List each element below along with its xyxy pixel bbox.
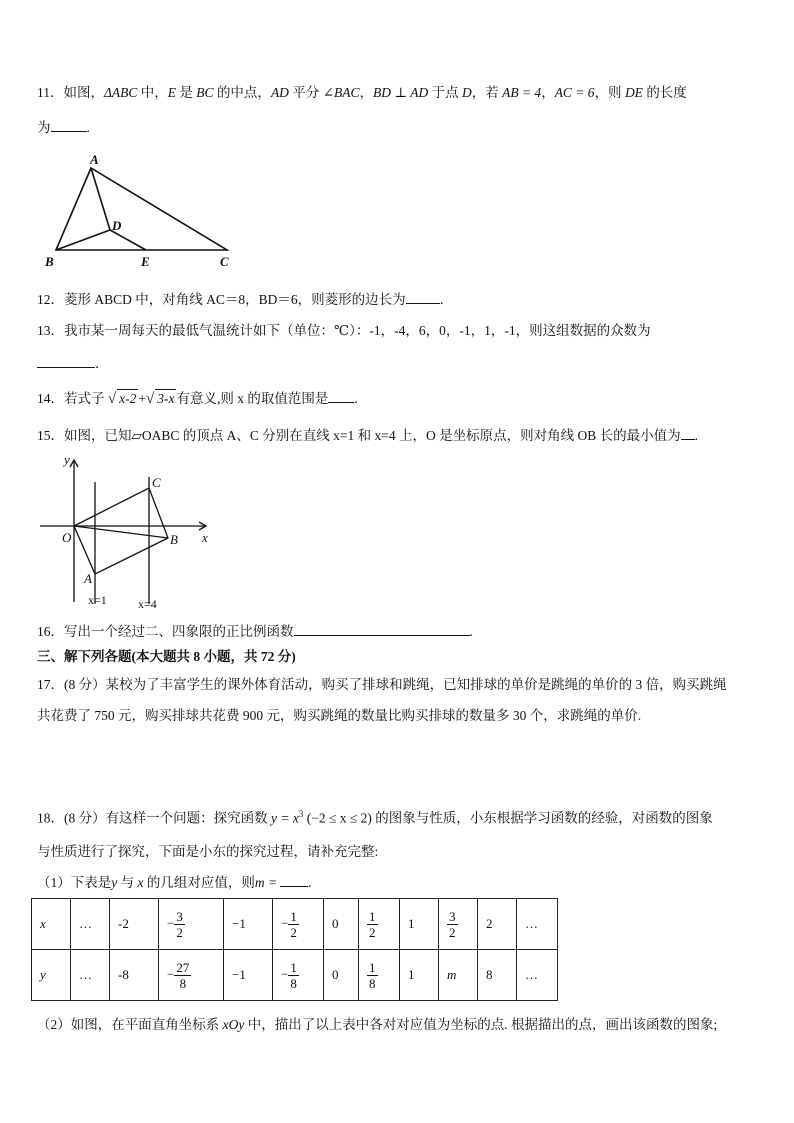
label-e: E [141,254,150,269]
q11-text: 中， [137,85,168,100]
q13-line2 [37,354,109,373]
q11-segment-de: DE [624,85,643,100]
triangle-figure [40,148,250,273]
parallelogram-oabc [74,488,168,574]
q11-text: 是 [176,85,197,100]
table-cell: -2 [110,899,159,950]
answer-blank[interactable] [681,426,695,440]
table-row-y [32,950,558,1001]
plus-sign: + [138,391,146,406]
q12-text: 12．菱形 ABCD 中，对角线 AC＝8，BD＝6，则菱形的边长为 [37,292,406,307]
q18-text: 的几组对应值，则 [143,875,255,890]
label-b: B [45,254,54,269]
q18-text: 18．(8 分）有这样一个问题：探究函数 [37,810,271,826]
answer-blank[interactable] [328,389,354,403]
table-cell: … [71,899,110,950]
q15-end: . [694,428,698,443]
minus-sign: − [281,965,289,981]
q11-text: 的长度 [642,85,687,100]
fraction-numerator: 3 [449,908,456,924]
q15-text: 15．如图，已知▱OABC 的顶点 A、C 分别在直线 x=1 和 x=4 上，O 是坐标原点，则对角线 OB 长的最小值为 [37,428,681,443]
triangle-abc [56,168,227,250]
q18-part1 [37,873,311,892]
q18-exponent: 3 [298,809,304,819]
table-cell: … [517,950,558,1001]
table-cell: 1 [400,950,439,1001]
radical-3-minus-x: 3-x [157,391,175,406]
fraction-denominator: 8 [179,975,187,991]
fraction-numerator: 1 [290,959,297,975]
var-y: y [111,875,118,890]
coordinate-figure [38,452,218,614]
q18-text: 中，描出了以上表中各对对应值为坐标的点. 根据描出的点，画出该函数的图象; [244,1017,718,1032]
label-o: O [62,530,72,545]
answer-blank[interactable] [37,354,95,368]
q11-text: 平分 [288,85,323,100]
table-cell [273,950,324,1001]
q11-line1 [37,84,687,102]
q13-text: 13．我市某一周每天的最低气温统计如下（单位：℃）：-1，-4，6，0，-1，1，-1，则这组数据的众数为 [37,323,651,338]
diagonal-ob [74,526,168,538]
q18-end: . [308,875,312,890]
table-cell: 1 [400,899,439,950]
fraction-denominator: 2 [449,924,456,940]
q14-text: 有意义,则 x 的取值范围是 [176,391,329,406]
minus-sign: − [281,914,289,930]
q11-angle: ∠BAC [322,85,360,100]
q18-line1 [37,805,713,828]
label-c: C [152,475,161,490]
q11-segment-bc: BC [196,85,214,100]
axis-label-x: x [202,530,208,545]
label-x-equals-4: x=4 [138,597,157,611]
segment-de [110,230,146,250]
q18-part2 [37,1016,717,1034]
fraction-numerator: 27 [176,959,190,975]
table-cell-m: m [439,950,478,1001]
fraction-numerator: 3 [176,908,183,924]
q18-domain: (−2 ≤ x ≤ 2) [303,810,372,826]
q18-function: y = x [271,810,299,826]
fraction-denominator: 8 [369,975,376,991]
q18-text: 的图象与性质，小东根据学习函数的经验，对函数的图象 [371,810,713,826]
q13 [37,322,651,340]
q14: 14．若式子 √ x-2 +√ 3-x 有意义,则 x 的取值范围是 . [37,391,358,407]
label-b: B [170,532,178,547]
table-cell: 0 [324,950,359,1001]
q14-end: . [354,391,358,406]
fraction-denominator: 2 [369,924,376,940]
q11-end: . [86,120,90,135]
answer-blank[interactable] [406,290,440,304]
q11-triangle: ΔABC [104,85,138,100]
fraction-numerator: 1 [290,908,297,924]
label-x-equals-1: x=1 [88,593,107,607]
fraction-numerator: 1 [369,959,376,975]
label-a: A [90,152,99,167]
table-cell: -8 [110,950,159,1001]
answer-blank[interactable] [294,622,470,636]
fraction-denominator: 2 [176,924,183,940]
table-cell: −1 [224,950,273,1001]
table-cell [159,899,224,950]
table-cell: … [517,899,558,950]
q17-line1: 17．(8 分）某校为了丰富学生的课外体育活动，购买了排球和跳绳，已知排球的单价是跳绳的单价的 3 倍，购买跳绳 [37,677,727,692]
q11-text: 于点 [428,85,462,100]
radical-x-minus-2: x-2 [119,391,137,406]
q18-text: 与 [117,875,138,890]
q11-text: ， [359,85,373,100]
q12-end: ． [439,292,454,307]
table-cell: 8 [478,950,517,1001]
fraction-numerator: 1 [369,908,376,924]
minus-sign: − [167,965,175,981]
q12 [37,290,453,309]
q13-end: ． [95,356,109,371]
table-cell [159,950,224,1001]
fraction-denominator: 8 [290,975,297,991]
answer-blank[interactable] [51,118,87,132]
q17-line2: 共花费了 750 元，购买排球共花费 900 元，购买跳绳的数量比购买排球的数量多 30 个，求跳绳的单价. [37,708,642,723]
q11-perpendicular: BD ⊥ AD [373,85,429,100]
minus-sign: − [167,914,175,930]
q11-ab: AB = 4 [502,85,542,100]
value-table [31,898,558,1001]
q11-point-e: E [167,85,177,100]
table-cell: 2 [478,899,517,950]
table-cell: 0 [324,899,359,950]
label-d: D [112,218,122,233]
table-cell [439,899,478,950]
table-cell [359,899,400,950]
table-cell: … [71,950,110,1001]
q16 [37,622,473,641]
label-a: A [84,571,92,586]
q14-text: 14．若式子 [37,391,108,406]
q18-xoy: xOy [222,1017,245,1032]
q18-text: （1）下表是 [37,875,112,890]
section-three-header: 三、解下列各题(本大题共 8 小题，共 72 分) [37,649,296,664]
q16-end: . [469,624,473,639]
q11-line2 [37,118,90,137]
fraction-denominator: 2 [290,924,297,940]
table-cell [359,950,400,1001]
q11-point-d: D [461,85,472,100]
answer-blank[interactable] [280,873,308,887]
q11-number: 11．如图， [37,85,104,100]
axis-label-y: y [64,452,70,467]
table-cell: −1 [224,899,273,950]
q11-text: ，若 [471,85,503,100]
q11-text: 为 [37,120,51,135]
q11-text: ，则 [594,85,625,100]
q18-text: （2）如图，在平面直角坐标系 [37,1017,223,1032]
q11-text: 的中点， [213,85,271,100]
q11-segment-ad: AD [270,85,289,100]
table-header-x: x [32,899,71,950]
q18-line2: 与性质进行了探究，下面是小东的探究过程，请补充完整: [37,844,379,859]
q15 [37,426,698,445]
var-x: x [137,875,144,890]
var-m: m = [254,875,278,890]
table-header-y: y [32,950,71,1001]
q11-ac: AC = 6 [554,85,595,100]
table-cell [273,899,324,950]
q16-text: 16．写出一个经过二、四象限的正比例函数 [37,624,294,639]
label-c: C [220,254,229,269]
q11-text: ， [541,85,555,100]
table-row-x [32,899,558,950]
